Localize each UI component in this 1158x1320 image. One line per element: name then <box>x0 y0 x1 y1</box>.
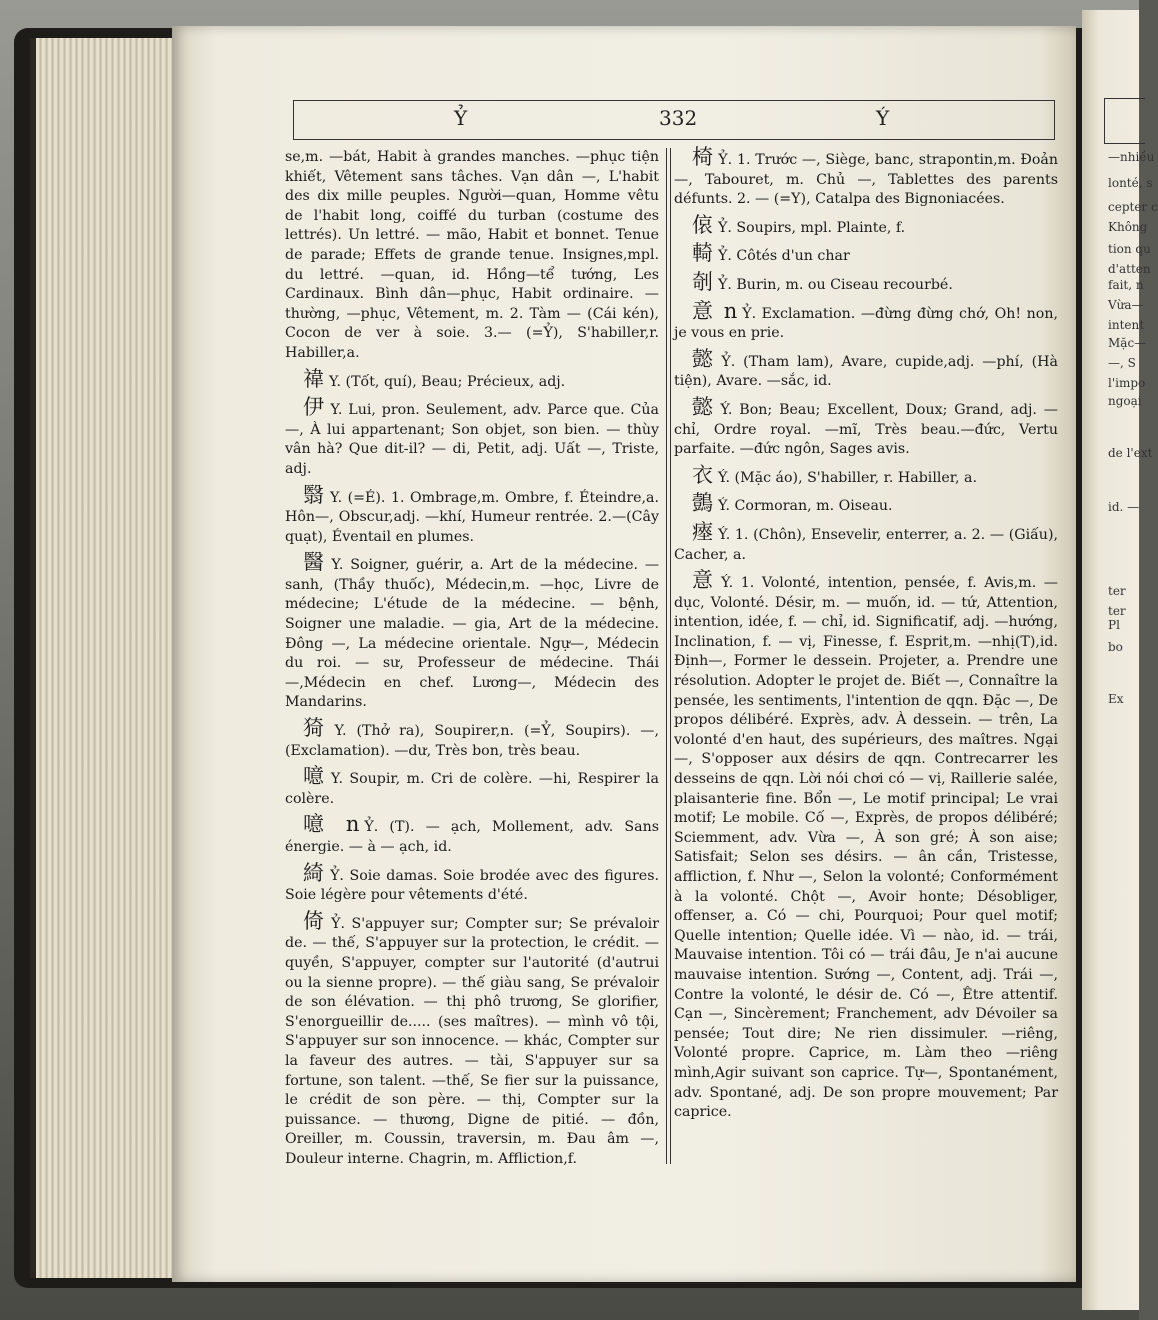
dictionary-entry <box>285 550 660 713</box>
entry-headword: 意 <box>692 568 718 593</box>
facing-page-fragment: id. — <box>1108 500 1140 514</box>
facing-page-fragment: d'atten <box>1108 262 1151 276</box>
facing-page-fragment: cepter c <box>1108 200 1158 214</box>
dictionary-entry <box>674 145 1058 210</box>
entry-definition: Ỷ. Exclamation. —đừng đừng chớ, Oh! non, je vous en prie. <box>674 305 1058 342</box>
facing-page-fragment: l'impo <box>1108 376 1146 390</box>
entry-headword: 意 n <box>692 298 739 323</box>
entry-definition: Y. (Tốt, quí), Beau; Précieux, adj. <box>329 373 566 390</box>
entry-definition: Y. Soupir, m. Cri de colère. —hi, Respirer la colère. <box>285 771 660 807</box>
page-header <box>293 100 1055 140</box>
entry-headword: 懿 <box>692 346 718 371</box>
entry-definition: Ỷ. (Tham lam), Avare, cupide,adj. —phí, (Hà tiện), Avare. —sắc, id. <box>674 353 1058 390</box>
entry-headword: 椅 <box>692 145 715 169</box>
dictionary-entry <box>674 212 1058 239</box>
dictionary-entry <box>285 482 659 548</box>
entry-headword: 懿 <box>692 394 717 419</box>
facing-page-fragment: lonté, s <box>1108 176 1153 190</box>
dictionary-entry <box>674 241 1058 267</box>
dictionary-entry <box>674 568 1058 1123</box>
dictionary-entry <box>674 519 1058 565</box>
dictionary-entry <box>674 462 1058 489</box>
facing-page-fragment: tion qu <box>1108 242 1151 256</box>
column-divider <box>666 148 671 1164</box>
entry-definition: Ỷ. Soupirs, mpl. Plainte, f. <box>718 219 906 236</box>
entry-definition: Ỷ. Côtés d'un char <box>718 248 850 265</box>
entry-definition: Y. Soigner, guérir, a. Art de la médecine. —sanh, (Thầy thuốc), Médecin,m. —học, Livre de médecine; L'étude de la médecine. — bệnh, Soigner une maladie. — gia, Art de la médecine. Đông —, La médecine orientale. Ngự—, Médecin du roi. — sư, Professeur de médecine. Thái—,Médecin en chef. Lương—, Médecin des Mandarins. <box>285 557 660 711</box>
dictionary-entry <box>285 395 660 479</box>
entry-definition: Ý. 1. (Chôn), Ensevelir, enterrer, a. 2. — (Giấu), Cacher, a. <box>674 526 1058 563</box>
entry-headword: 禕 <box>303 366 325 391</box>
page-edges <box>30 38 182 1278</box>
dictionary-entry <box>285 908 660 1170</box>
dictionary-entry <box>285 716 660 761</box>
facing-page-fragment: ter <box>1108 584 1126 598</box>
entry-definition: Ỷ. (T). — ạch, Mollement, adv. Sans énergie. — à — ạch, id. <box>285 819 659 855</box>
entry-definition: Ỷ. S'appuyer sur; Compter sur; Se prévaloir de. — thế, S'appuyer sur la protection, le crédit. — quyền, S'appuyer, compter sur l'autorité (d'autrui ou la sienne propre). — thế giàu sang, Se prévaloir de son élévation. — thị phô trương, Se glorifier, S'enorgueillir de..... (ses maîtres). — mình vô tội, S'appuyer sur son innocence. — khác, Compter sur la faveur des autres. — tài, S'appuyer sur sa fortune, son talent. —thế, Se fier sur la puissance, le crédit de son père. — thị, Compter sur la puissance. — thương, Digne de pitié. — đồn, Oreiller, m. Coussin, traversin, m. Đau âm —, Douleur interne. Chagrin, m. Affliction,f. <box>285 915 660 1167</box>
entry-headword: 醫 <box>303 550 328 575</box>
header-left-guide-word: Ỷ <box>454 106 468 130</box>
entry-headword: 翳 <box>303 482 327 507</box>
entry-definition: se,m. —bát, Habit à grandes manches. —phục tiện khiết, Vêtement sans tâches. Vạn dân —, L'habit des dix mille peuples. Người—quan, Homme vêtu de l'habit long, coiffé du turban (costume des lettrés). Un lettré. — mão, Habit et bonnet. Tenue de parade; Effets de grande tenue. Insignes,mpl. du lettré. —quan, id. Hồng—tể tướng, Les Cardinaux. Bình dân—phục, Habit ordinaire. — thường, —phục, Vêtement, m. 2. Tàm — (Cái kén), Cocon de ver à soie. 3.— (=Ỷ), S'habiller,r. Habiller,a. <box>285 149 659 361</box>
entry-definition: Ỷ. Burin, m. ou Ciseau recourbé. <box>718 276 953 293</box>
dictionary-entry <box>285 860 659 906</box>
facing-page-fragment: fait, n <box>1108 278 1144 292</box>
facing-page-fragment: —nhiều <box>1108 150 1155 164</box>
entry-headword: 偯 <box>692 212 714 237</box>
entry-headword: 瘞 <box>692 519 715 544</box>
entry-definition: Y. (Thở ra), Soupirer,n. (=Ỷ, Soupirs). —, (Exclamation). —dư, Très bon, très beau. <box>285 723 660 759</box>
right-column <box>674 145 1058 1129</box>
entry-definition: Ý. Cormoran, m. Oiseau. <box>718 498 893 515</box>
entry-definition: Ỷ. 1. Trước —, Siège, banc, strapontin,m. Đoản—, Tabouret, m. Chủ —, Tablettes des parents défunts. 2. — (=Y), Catalpa des Bignoniacées. <box>674 152 1058 208</box>
dictionary-entry <box>674 298 1058 344</box>
dictionary-entry <box>285 812 659 857</box>
entry-headword: 噫 n <box>303 812 361 837</box>
dictionary-entry <box>674 346 1058 392</box>
entry-headword: 衣 <box>692 462 714 487</box>
page-number: 332 <box>659 106 698 130</box>
facing-page-fragment: Pl <box>1108 618 1120 632</box>
dictionary-entry <box>674 269 1058 296</box>
dictionary-entry <box>285 148 659 364</box>
facing-page-fragment: intent <box>1108 318 1145 332</box>
facing-page-fragment: ter <box>1108 604 1126 618</box>
entry-headword: 綺 <box>303 860 327 885</box>
entry-headword: 猗 <box>303 716 331 741</box>
entry-headword: 鷧 <box>692 491 714 516</box>
entry-definition: Y. Lui, pron. Seulement, adv. Parce que. Của —, À lui appartenant; Son objet, son bien. — thùy vân hà? Que dit-il? — di, Petit, adj. Uất —, Triste, adj. <box>285 402 660 477</box>
facing-page-fragment: —, S <box>1108 356 1136 370</box>
facing-page-fragment: Ex <box>1108 692 1124 706</box>
dictionary-entry <box>674 394 1058 460</box>
facing-page-header-box <box>1104 98 1145 144</box>
facing-page-fragment: de l'ext <box>1108 446 1153 460</box>
header-right-guide-word: Ý <box>876 106 890 130</box>
entry-headword: 伊 <box>303 395 327 420</box>
entry-definition: Y. (=É). 1. Ombrage,m. Ombre, f. Éteindre,a. Hôn—, Obscur,adj. —khí, Humeur rentrée. 2.—(Cây quạt), Éventail en plumes. <box>285 489 659 545</box>
entry-headword: 剞 <box>692 269 714 294</box>
facing-page-edge <box>1082 10 1158 1310</box>
left-column <box>285 148 659 1176</box>
entry-headword: 倚 <box>303 908 328 933</box>
facing-page-fragment: bo <box>1108 640 1123 654</box>
dictionary-entry <box>674 491 1058 517</box>
dictionary-entry <box>285 764 660 809</box>
facing-page-fragment: Không <box>1108 220 1148 234</box>
facing-page-fragment: ngoại <box>1108 394 1142 408</box>
entry-headword: 輢 <box>692 241 714 266</box>
entry-definition: Ý. (Mặc áo), S'habiller, r. Habiller, a. <box>718 469 978 486</box>
facing-page-fragment: Mặc— <box>1108 336 1147 350</box>
entry-definition: Ý. 1. Volonté, intention, pensée, f. Avis,m. — dục, Volonté. Désir, m. — muốn, id. — tứ, Attention, intention, idée, f. — chỉ, id. Significatif, adj. —hướng, Inclination, f. — vị, Finesse, f. Esprit,m. —nhị(T),id. Định—, Former le dessein. Projeter, a. Prendre une résolution. Adopter le projet de. Biết —, Connaître la pensée, les sentiments, l'intention de qqn. Đặc —, De propos délibéré. Exprès, adv. À dessein. — trên, La volonté d'en haut, des supérieurs, des maîtres. Ngại —, S'opposer aux désirs de qqn. Contrecarrer les desseins de qqn. Lời nói chơi có — vị, Raillerie salée, plaisanterie fine. Bổn —, Le motif principal; Le vrai motif; Le mobile. Cố —, Exprès, de propos délibéré; Sciemment, adv. Vừa —, À son gré; À son aise; Satisfait; Selon ses désirs. — ân cần, Tristesse, affliction, f. Như —, Selon la volonté; Conformément à la volonté. Chột —, Avoir honte; Désobliger, offenser, a. Có — chi, Pourquoi; Pour quel motif; Quelle intention; Quelle idée. Vì — nào, id. — trái, Mauvaise intention. Tôi có — trái đâu, Je n'ai aucune mauvaise intention. Sướng —, Content, adj. Trái —, Contre la volonté, le désir de. Có —, Être attentif. Cạn —, Sincèrement; Franchement, adv Dévoiler sa pensée; Tout dire; Ne rien dissimuler. —riêng, Volonté propre. Caprice, m. Làm theo —riêng mình,Agir suivant son caprice. Tự—, Spontanément, adv. Spontané, adj. De son propre mouvement; Par caprice. <box>674 575 1058 1121</box>
entry-definition: Ỷ. Soie damas. Soie brodée avec des figures. Soie légère pour vêtements d'été. <box>285 867 659 904</box>
entry-headword: 噫 <box>303 764 327 789</box>
entry-definition: Ý. Bon; Beau; Excellent, Doux; Grand, adj. —chỉ, Ordre royal. —mĩ, Très beau.—đức, Vertu parfaite. —đức ngôn, Sages avis. <box>674 401 1058 458</box>
facing-page-fragment: Vừa— <box>1108 298 1144 312</box>
dictionary-entry <box>285 366 659 393</box>
